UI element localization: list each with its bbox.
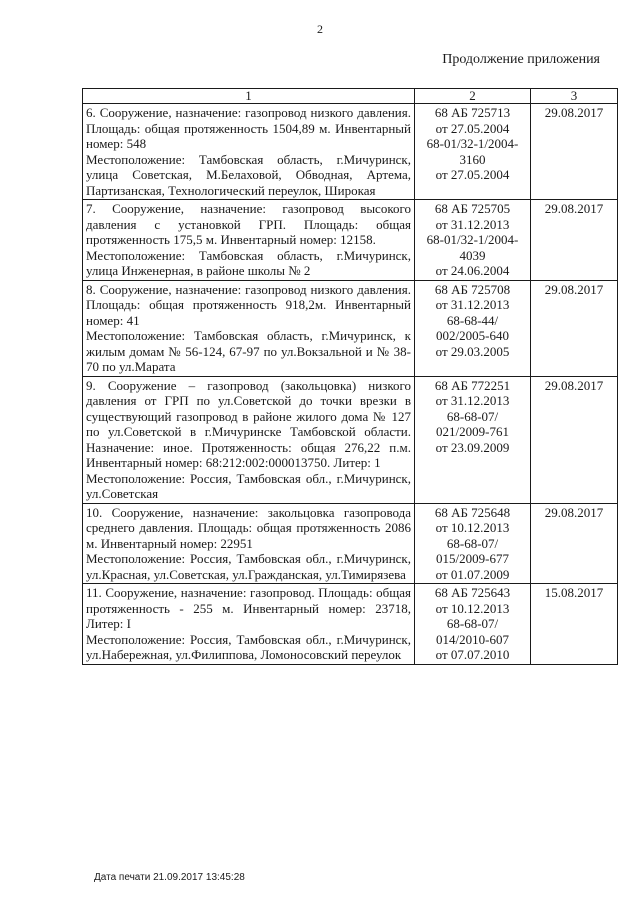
object-description: 7. Сооружение, назначение: газопровод высокого давления с установкой ГРП. Площадь: общая протяженность 175,5 м. Инвентарный номер: 12158.: [86, 201, 411, 247]
registration-line: от 27.05.2004: [435, 167, 510, 182]
registration-line: от 31.12.2013: [435, 393, 510, 408]
registration-line: 3160: [459, 151, 486, 167]
registration-cell: [415, 104, 531, 200]
object-description-cell: [83, 503, 415, 584]
record-date: 29.08.2017: [531, 503, 618, 584]
registration-cell: [415, 200, 531, 281]
registration-cell: [415, 376, 531, 503]
object-description: 8. Сооружение, назначение: газопровод низкого давления. Площадь: общая протяженность 918,2м. Инвентарный номер: 41: [86, 281, 411, 328]
table-header-row: [83, 89, 618, 104]
table-row: [83, 503, 618, 584]
registration-line: 68 АБ 725648: [434, 504, 511, 520]
registration-line: от 10.12.2013: [435, 520, 510, 535]
registration-line: 015/2009-677: [436, 551, 509, 566]
table-row: [83, 200, 618, 281]
object-location: Местоположение: Тамбовская область, г.Мичуринск, улица Советская, М.Белаховой, Обводная, Артема, Партизанская, Технологический переулок, Широкая: [86, 151, 411, 198]
registration-line: от 10.12.2013: [435, 600, 510, 616]
registration-line: от 01.07.2009: [435, 566, 510, 582]
registration-line: от 31.12.2013: [435, 297, 510, 312]
page-subtitle: Продолжение приложения: [442, 52, 600, 67]
registration-line: 68 АБ 725643: [434, 585, 511, 600]
registration-line: от 23.09.2009: [435, 439, 510, 455]
page-number: 2: [317, 22, 323, 36]
registration-line: 002/2005-640: [436, 328, 509, 343]
object-description: 6. Сооружение, назначение: газопровод низкого давления. Площадь: общая протяженность 1504,89 м. Инвентарный номер: 548: [86, 105, 411, 151]
column-header-2: 2: [415, 89, 531, 104]
registration-cell: [415, 280, 531, 376]
object-description: 10. Сооружение, назначение: закольцовка газопровода среднего давления. Площадь: общая протяженность 2086 м. Инвентарный номер: 22951: [86, 504, 411, 551]
registration-line: 68 АБ 772251: [434, 377, 511, 393]
registration-line: от 24.06.2004: [435, 263, 510, 278]
object-description-cell: [83, 584, 415, 665]
column-header-1: 1: [83, 89, 415, 104]
object-location: Местоположение: Россия, Тамбовская обл., г.Мичуринск, ул.Красная, ул.Советская, ул.Гражданская, ул.Тимирязева: [86, 551, 411, 582]
object-description-cell: [83, 280, 415, 376]
object-location: Местоположение: Россия, Тамбовская обл., г.Мичуринск, ул.Набережная, ул.Филиппова, Ломоносовский переулок: [86, 631, 411, 662]
object-description-cell: [83, 376, 415, 503]
record-date: 15.08.2017: [531, 584, 618, 665]
object-description: 11. Сооружение, назначение: газопровод. Площадь: общая протяженность - 255 м. Инвентарный номер: 23718, Литер: I: [86, 585, 411, 631]
registration-line: 68-01/32-1/2004-: [426, 136, 519, 151]
object-description-cell: [83, 200, 415, 281]
table-row: [83, 104, 618, 200]
object-description-cell: [83, 104, 415, 200]
registration-line: 68 АБ 725713: [434, 105, 511, 120]
registration-line: 68-68-44/: [446, 312, 499, 328]
table-row: [83, 584, 618, 665]
object-location: Местоположение: Россия, Тамбовская обл., г.Мичуринск, ул.Советская: [86, 470, 411, 501]
object-location: Местоположение: Тамбовская область, г.Мичуринск, к жилым домам № 56-124, 67-97 по ул.Вокзальной и № 38-70 по ул.Марата: [86, 328, 411, 374]
table-row: [83, 280, 618, 376]
object-location: Местоположение: Тамбовская область, г.Мичуринск, улица Инженерная, в районе школы № 2: [86, 247, 411, 278]
column-header-3: 3: [531, 89, 618, 104]
registration-line: 021/2009-761: [436, 424, 509, 439]
print-date: Дата печати 21.09.2017 13:45:28: [94, 872, 245, 883]
registration-line: 68-68-07/: [446, 535, 499, 551]
registration-line: 68-68-07/: [446, 616, 499, 631]
registration-line: 68 АБ 725705: [434, 201, 511, 216]
registration-line: 68-68-07/: [446, 408, 499, 424]
registration-line: 68-01/32-1/2004-: [426, 232, 519, 247]
registration-cell: [415, 503, 531, 584]
registration-line: 014/2010-607: [436, 631, 509, 647]
registration-line: от 31.12.2013: [435, 216, 510, 232]
registration-line: от 07.07.2010: [435, 647, 510, 662]
record-date: 29.08.2017: [531, 280, 618, 376]
registration-line: от 27.05.2004: [435, 120, 510, 136]
table-row: [83, 376, 618, 503]
object-description: 9. Сооружение – газопровод (закольцовка) низкого давления от ГРП по ул.Советской до точки врезки в существующий газопровод в районе жилого дома № 127 по ул.Советской в г.Мичуринске Тамбовской области. Назначение: иное. Протяженность: общая 276,22 п.м. Инвентарный номер: 68:212:002:000013750. Литер: 1: [86, 377, 411, 470]
registry-table: [82, 88, 618, 665]
table-body: [83, 104, 618, 665]
record-date: 29.08.2017: [531, 200, 618, 281]
registration-line: 4039: [459, 247, 486, 263]
registration-line: от 29.03.2005: [435, 343, 510, 359]
record-date: 29.08.2017: [531, 104, 618, 200]
registration-cell: [415, 584, 531, 665]
registration-line: 68 АБ 725708: [434, 281, 511, 297]
record-date: 29.08.2017: [531, 376, 618, 503]
